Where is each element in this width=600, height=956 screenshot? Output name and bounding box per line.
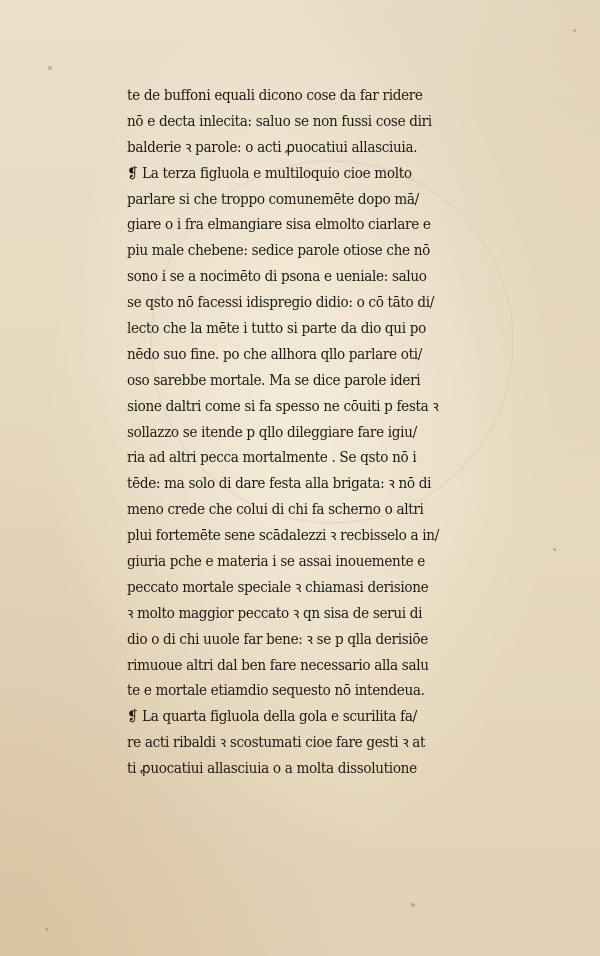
text-line: lecto che la mēte i tutto si parte da dio qui po xyxy=(127,320,426,338)
text-line: giuria pche e materia i se assai inouemente e xyxy=(127,553,426,571)
text-line: sollazzo se itende p qllo dileggiare fare igiu/ xyxy=(127,423,417,441)
foxing-spot xyxy=(45,928,48,931)
text-line: ti ꝓuocatiui allasciuia o a molta dissolutione xyxy=(127,760,417,778)
text-line: peccato mortale speciale ꝛ chiamasi derisione xyxy=(127,578,429,596)
foxing-spot xyxy=(48,66,52,70)
text-line: parlare si che troppo comunemēte dopo mā/ xyxy=(127,190,419,208)
text-line: sione daltri come si fa spesso ne cōuiti p festa ꝛ xyxy=(127,397,439,415)
text-column xyxy=(127,83,547,782)
text-line: rimuoue altri dal ben fare necessario alla salu xyxy=(127,656,429,674)
text-line: balderie ꝛ parole: o acti ꝓuocatiui allasciuia. xyxy=(127,138,418,156)
text-line: sono i se a nocimēto di psona e ueniale: saluo xyxy=(127,268,427,286)
text-line: ❡ La terza figluola e multiloquio cioe molto xyxy=(127,164,412,182)
foxing-spot xyxy=(411,903,415,907)
text-line: nō e decta inlecita: saluo se non fussi cose diri xyxy=(127,112,432,130)
text-line: te e mortale etiamdio sequesto nō intendeua. xyxy=(127,682,425,700)
text-line: oso sarebbe mortale. Ma se dice parole ideri xyxy=(127,371,421,389)
text-line: plui fortemēte sene scādalezzi ꝛ recbisselo a in/ xyxy=(127,527,439,545)
foxing-spot xyxy=(573,29,576,32)
text-line: ꝛ molto maggior peccato ꝛ qn sisa de serui di xyxy=(127,604,423,622)
text-line: te de buffoni equali dicono cose da far ridere xyxy=(127,87,423,104)
text-line: nēdo suo fine. po che allhora qllo parlare oti/ xyxy=(127,345,422,363)
foxing-spot xyxy=(553,548,556,551)
text-line: se qsto nō facessi idispregio didio: o cō tāto di/ xyxy=(127,294,435,312)
text-line: piu male chebene: sedice parole otiose che nō xyxy=(127,242,430,260)
text-line: tēde: ma solo di dare festa alla brigata: ꝛ nō di xyxy=(127,475,432,493)
text-line: meno crede che colui di chi fa scherno o altri xyxy=(127,501,424,519)
text-line: re acti ribaldi ꝛ scostumati cioe fare gesti ꝛ at xyxy=(127,734,426,752)
text-line: dio o di chi uuole far bene: ꝛ se p qlla derisiōe xyxy=(127,630,428,648)
text-line: ria ad altri pecca mortalmente . Se qsto nō i xyxy=(127,449,417,467)
text-line: giare o i fra elmangiare sisa elmolto ciarlare e xyxy=(127,216,431,234)
text-line: ❡ La quarta figluola della gola e scurilita fa/ xyxy=(127,708,417,726)
